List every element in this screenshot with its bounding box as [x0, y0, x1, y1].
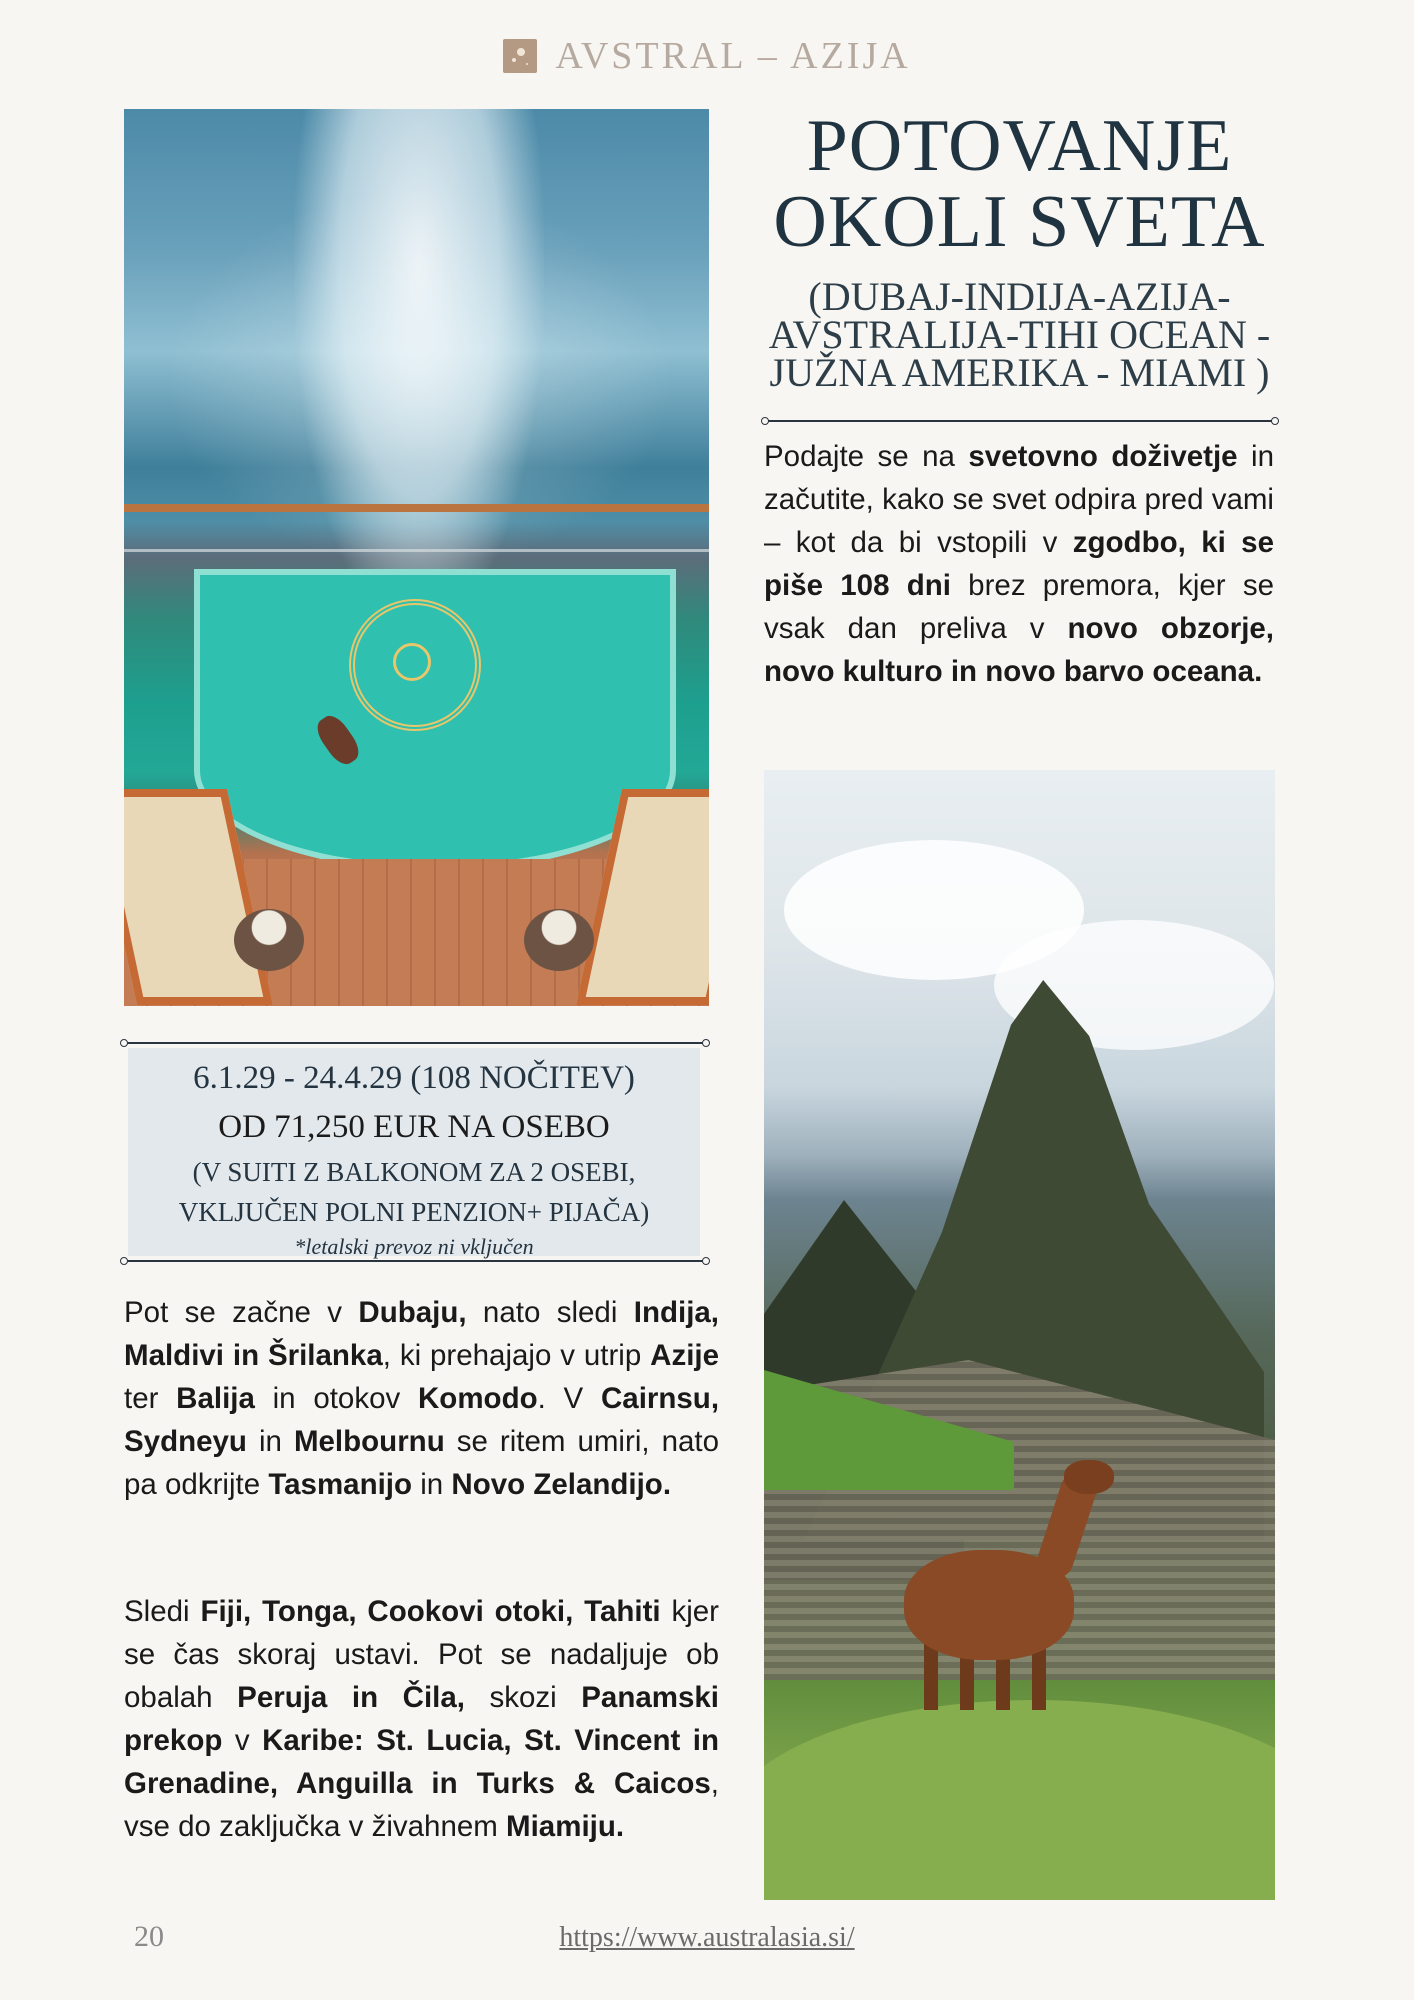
destination: Indija, Maldivi in Šrilanka	[124, 1296, 719, 1372]
intro-paragraph	[764, 435, 1274, 693]
body-text: nato sledi	[466, 1296, 634, 1329]
intro-text: brez premora, kjer se vsak dan preliva v	[764, 569, 1274, 645]
destination: Komodo	[418, 1382, 538, 1415]
title-divider	[765, 420, 1275, 422]
pool-medallion	[349, 599, 481, 731]
price: OD 71,250 EUR NA OSEBO	[218, 1109, 610, 1145]
destination: Tasmanijo	[268, 1468, 413, 1501]
brand-name: AVSTRAL – AZIJA	[555, 35, 911, 77]
pricebox-bottom-divider	[124, 1260, 706, 1262]
body-text: . V	[537, 1382, 601, 1415]
machu-picchu-photo	[764, 770, 1275, 1900]
body-text: Sledi	[124, 1595, 201, 1628]
deck-railing	[124, 504, 709, 512]
body-text: in	[246, 1425, 294, 1458]
subtitle-line: AVSTRALIJA-TIHI OCEAN -	[768, 312, 1271, 357]
suite-info: VKLJUČEN POLNI PENZION+ PIJAČA)	[178, 1197, 650, 1227]
title-line-2: OKOLI SVETA	[773, 181, 1266, 263]
pricebox-top-divider	[124, 1042, 706, 1044]
subtitle-line: (DUBAJ-INDIJA-AZIJA-	[808, 274, 1231, 319]
price-box	[128, 1048, 700, 1259]
page-header	[0, 28, 1414, 84]
body-text: Pot se začne v	[124, 1296, 359, 1329]
flight-note: *letalski prevoz ni vključen	[294, 1234, 534, 1259]
avstral-logo-icon	[503, 39, 537, 73]
website-link[interactable]: https://www.australasia.si/	[559, 1922, 855, 1953]
destination: Miamiju.	[506, 1810, 625, 1843]
destination: Cairnsu, Sydneyu	[124, 1382, 720, 1458]
grass-hill	[764, 1700, 1275, 1900]
suite-info: (V SUITI Z BALKONOM ZA 2 OSEBI,	[192, 1157, 636, 1187]
body-text: , ki prehajajo v utrip	[382, 1339, 651, 1372]
body-text: in	[412, 1468, 452, 1501]
destination: Azije	[650, 1339, 719, 1372]
llama-head	[1064, 1460, 1114, 1494]
destination: Fiji, Tonga, Cookovi otoki, Tahiti	[200, 1595, 661, 1628]
body-text: in otokov	[254, 1382, 418, 1415]
page-title	[764, 105, 1275, 263]
destination: Karibe: St. Lucia, St. Vincent in Grenadine, Anguilla in Turks & Caicos	[124, 1724, 719, 1800]
planter-left	[234, 909, 304, 971]
body-text: skozi	[464, 1681, 582, 1714]
destination: Dubaju,	[358, 1296, 467, 1329]
body-text: se ritem umiri, nato pa odkrijte	[124, 1425, 719, 1501]
itinerary-paragraph-1	[124, 1291, 719, 1506]
subtitle-line: JUŽNA AMERIKA - MIAMI )	[769, 350, 1270, 395]
intro-highlight: novo obzorje, novo kulturo in novo barvo oceana.	[764, 612, 1275, 688]
destination: Melbournu	[293, 1425, 445, 1458]
intro-highlight: svetovno doživetje	[968, 440, 1238, 473]
intro-text: in začutite, kako se svet odpira pred vami – kot da bi vstopili v	[764, 440, 1274, 559]
glass-railing	[124, 549, 709, 552]
body-text: kjer se čas skoraj ustavi. Pot se nadaljuje ob obalah	[124, 1595, 720, 1714]
intro-highlight: zgodbo, ki se piše 108 dni	[764, 526, 1274, 602]
page-number: 20	[134, 1920, 164, 1953]
body-text: , vse do zaključka v živahnem	[124, 1767, 719, 1843]
intro-text: Podajte se na	[764, 440, 969, 473]
destination: Peruja in Čila,	[237, 1681, 465, 1714]
page-subtitle	[764, 274, 1275, 395]
ship-pool-photo	[124, 109, 709, 1006]
itinerary-paragraph-2	[124, 1590, 719, 1848]
planter-right	[524, 909, 594, 971]
destination: Balija	[176, 1382, 255, 1415]
title-line-1: POTOVANJE	[806, 105, 1233, 187]
destination: Panamski prekop	[124, 1681, 719, 1757]
body-text: ter	[124, 1382, 177, 1415]
travel-dates: 6.1.29 - 24.4.29 (108 NOČITEV)	[193, 1060, 635, 1096]
body-text: v	[222, 1724, 263, 1757]
destination: Novo Zelandijo.	[451, 1468, 672, 1501]
